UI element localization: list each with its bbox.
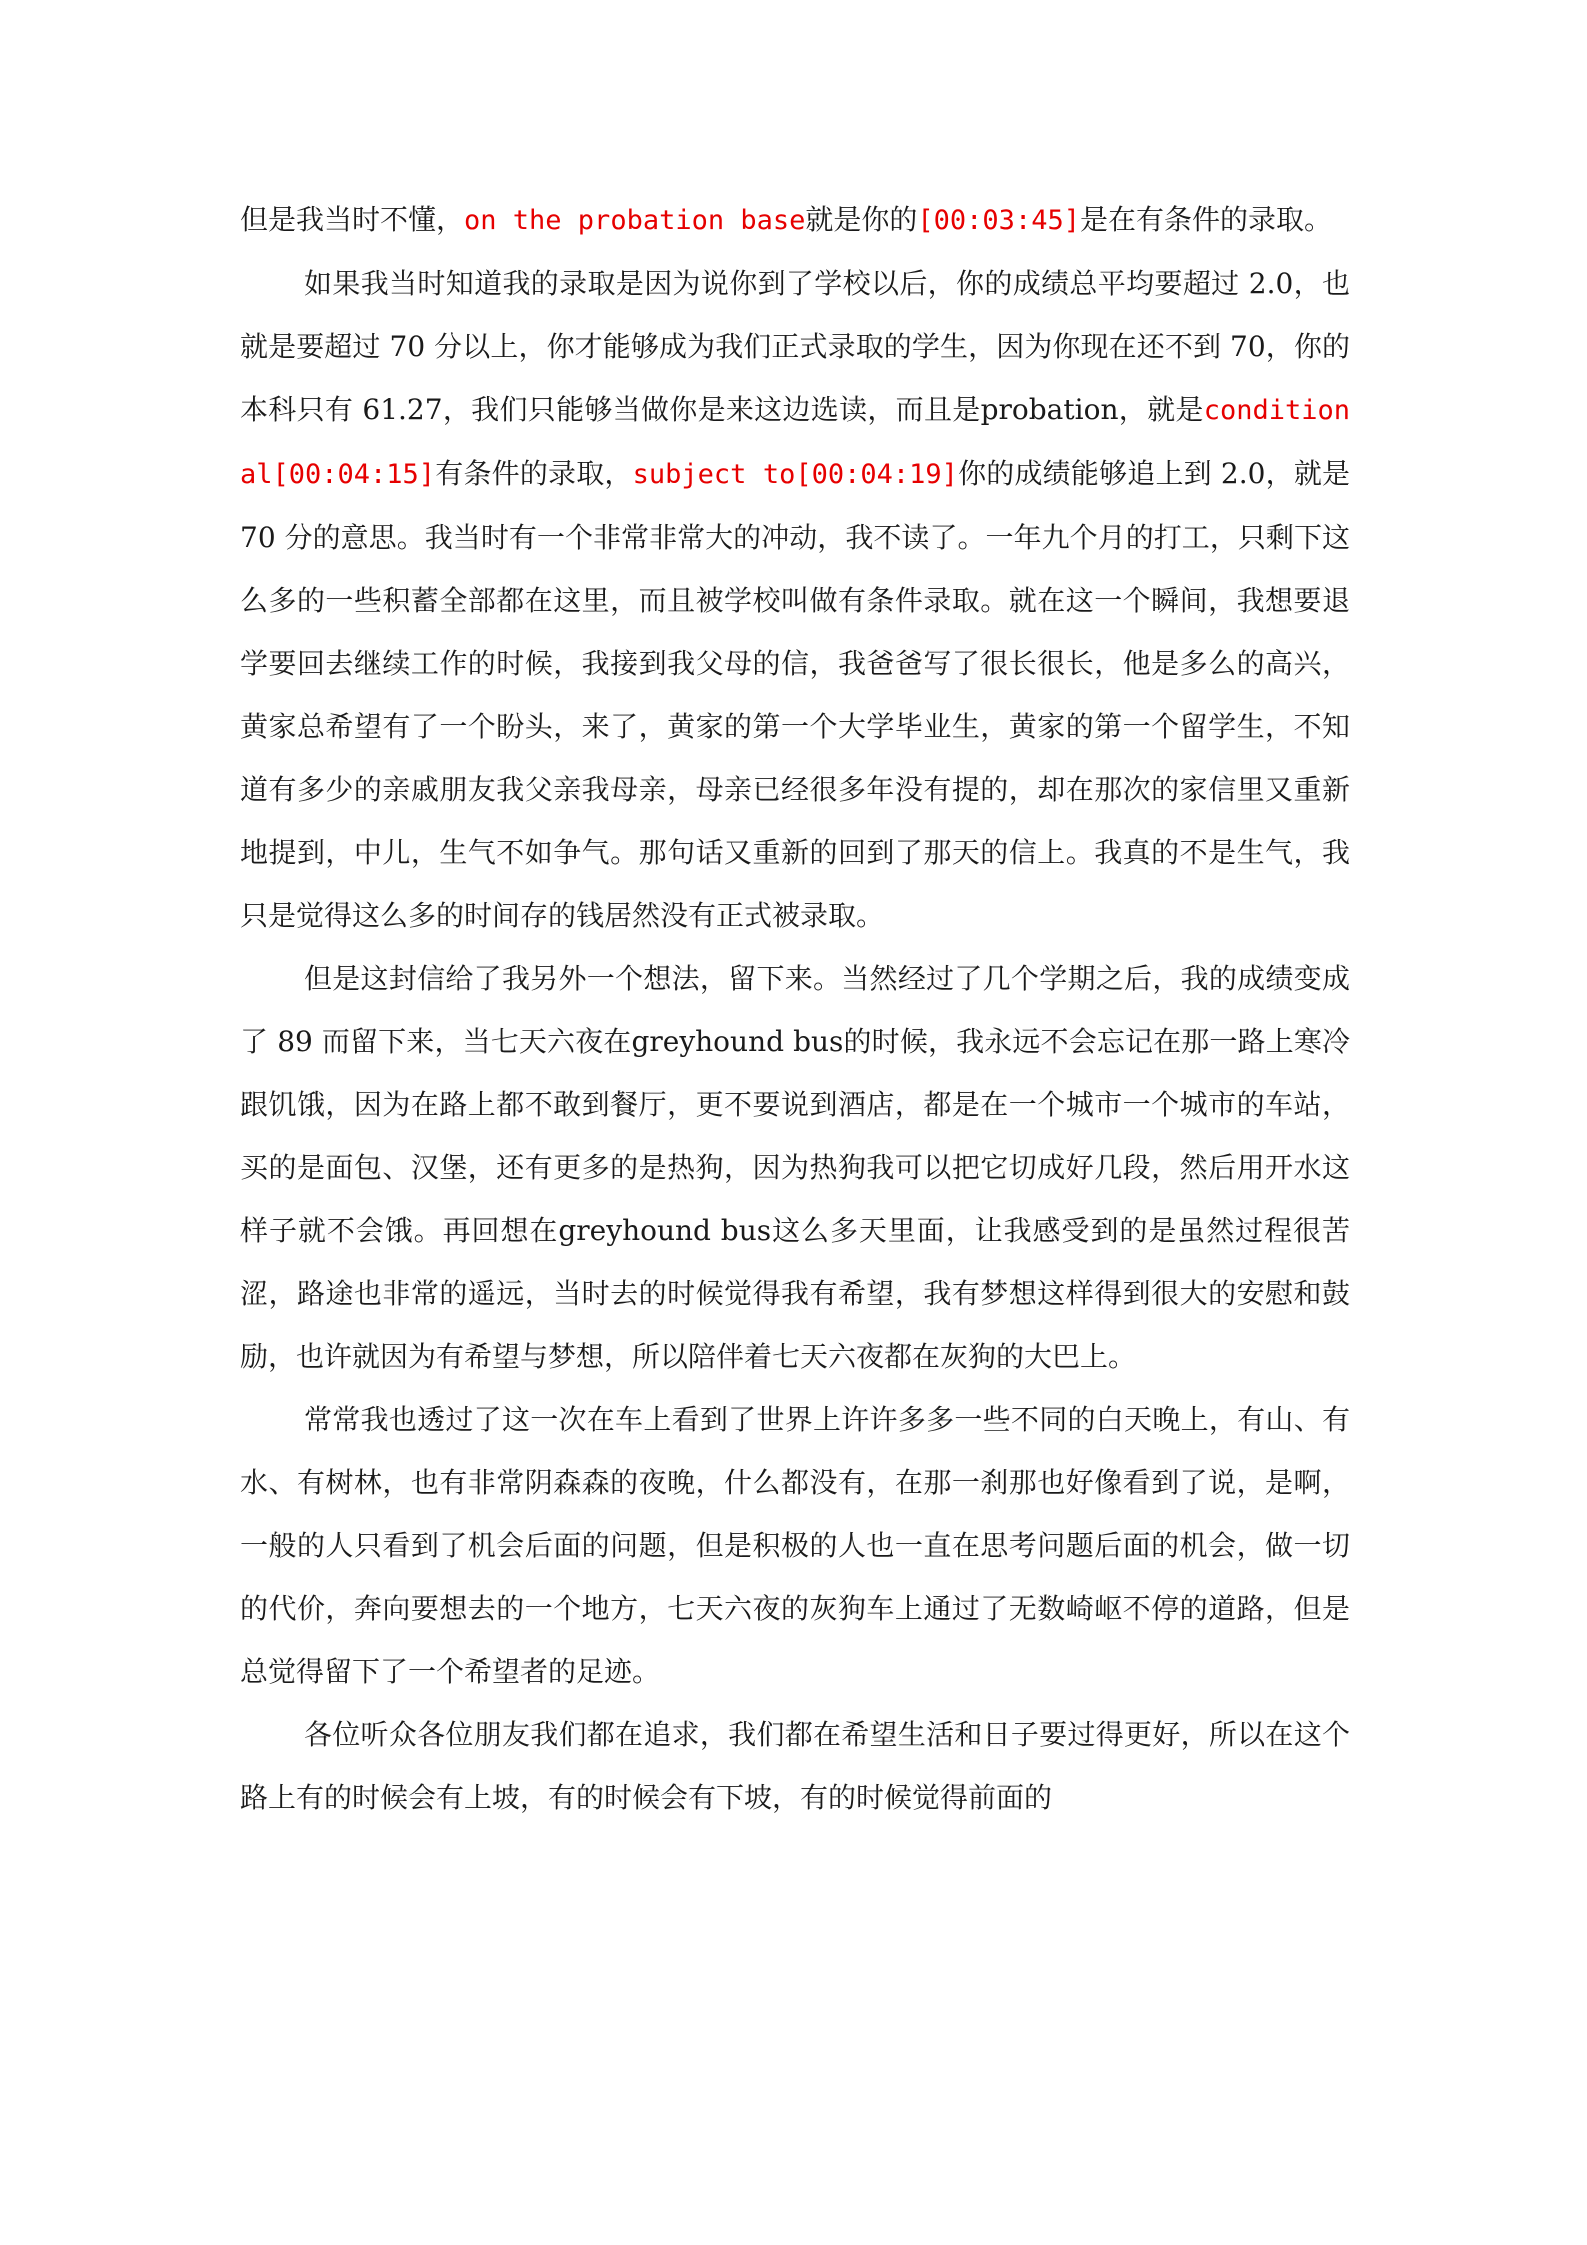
document-body xyxy=(240,188,1350,1829)
highlighted-text: subject to[00:04:19] xyxy=(632,459,958,490)
body-text: 如果我当时知道我的录取是因为说你到了学校以后，你的成绩总平均要超过 2.0，也就是要超过 70 分以上，你才能够成为我们正式录取的学生，因为你现在还不到 70，你的本科只有 61.27，我们只能够当做你是来这边选读，而且是probation，就是 xyxy=(240,267,1350,426)
paragraph xyxy=(240,947,1350,1388)
highlighted-text: [00:03:45] xyxy=(917,205,1080,236)
paragraph xyxy=(240,252,1350,947)
body-text: 是在有条件的录取。 xyxy=(1079,203,1332,236)
body-text: 你的成绩能够追上到 2.0，就是 70 分的意思。我当时有一个非常非常大的冲动，我不读了。一年九个月的打工，只剩下这么多的一些积蓄全部都在这里，而且被学校叫做有条件录取。就在这一个瞬间，我想要退学要回去继续工作的时候，我接到我父母的信，我爸爸写了很长很长，他是多么的高兴，黄家总希望有了一个盼头，来了，黄家的第一个大学毕业生，黄家的第一个留学生，不知道有多少的亲戚朋友我父亲我母亲，母亲已经很多年没有提的，却在那次的家信里又重新地提到，中儿，生气不如争气。那句话又重新的回到了那天的信上。我真的不是生气，我只是觉得这么多的时间存的钱居然没有正式被录取。 xyxy=(240,457,1351,932)
body-text: 但是我当时不懂， xyxy=(240,203,465,236)
highlighted-text: on the probation base xyxy=(464,205,806,236)
body-text: 常常我也透过了这一次在车上看到了世界上许许多多一些不同的白天晚上，有山、有水、有树林，也有非常阴森森的夜晚，什么都没有，在那一刹那也好像看到了说，是啊，一般的人只看到了机会后面的问题，但是积极的人也一直在思考问题后面的机会，做一切的代价，奔向要想去的一个地方，七天六夜的灰狗车上通过了无数崎岖不停的道路，但是总觉得留下了一个希望者的足迹。 xyxy=(240,1403,1350,1688)
body-text: 有条件的录取， xyxy=(435,457,633,490)
paragraph xyxy=(240,1703,1350,1829)
body-text: 各位听众各位朋友我们都在追求，我们都在希望生活和日子要过得更好，所以在这个路上有的时候会有上坡，有的时候会有下坡，有的时候觉得前面的 xyxy=(240,1718,1350,1814)
highlighted-text: conditional[00:04:15] xyxy=(240,395,1350,490)
paragraph xyxy=(240,1388,1350,1703)
body-text: 就是你的 xyxy=(805,203,918,236)
paragraph xyxy=(240,188,1350,252)
body-text: 但是这封信给了我另外一个想法，留下来。当然经过了几个学期之后，我的成绩变成了 89 而留下来，当七天六夜在greyhound bus的时候，我永远不会忘记在那一路上寒冷跟饥饿，因为在路上都不敢到餐厅，更不要说到酒店，都是在一个城市一个城市的车站，买的是面包、汉堡，还有更多的是热狗，因为热狗我可以把它切成好几段，然后用开水这样子就不会饿。再回想在greyhound bus这么多天里面，让我感受到的是虽然过程很苦涩，路途也非常的遥远，当时去的时候觉得我有希望，我有梦想这样得到很大的安慰和鼓励，也许就因为有希望与梦想，所以陪伴着七天六夜都在灰狗的大巴上。 xyxy=(240,962,1350,1373)
